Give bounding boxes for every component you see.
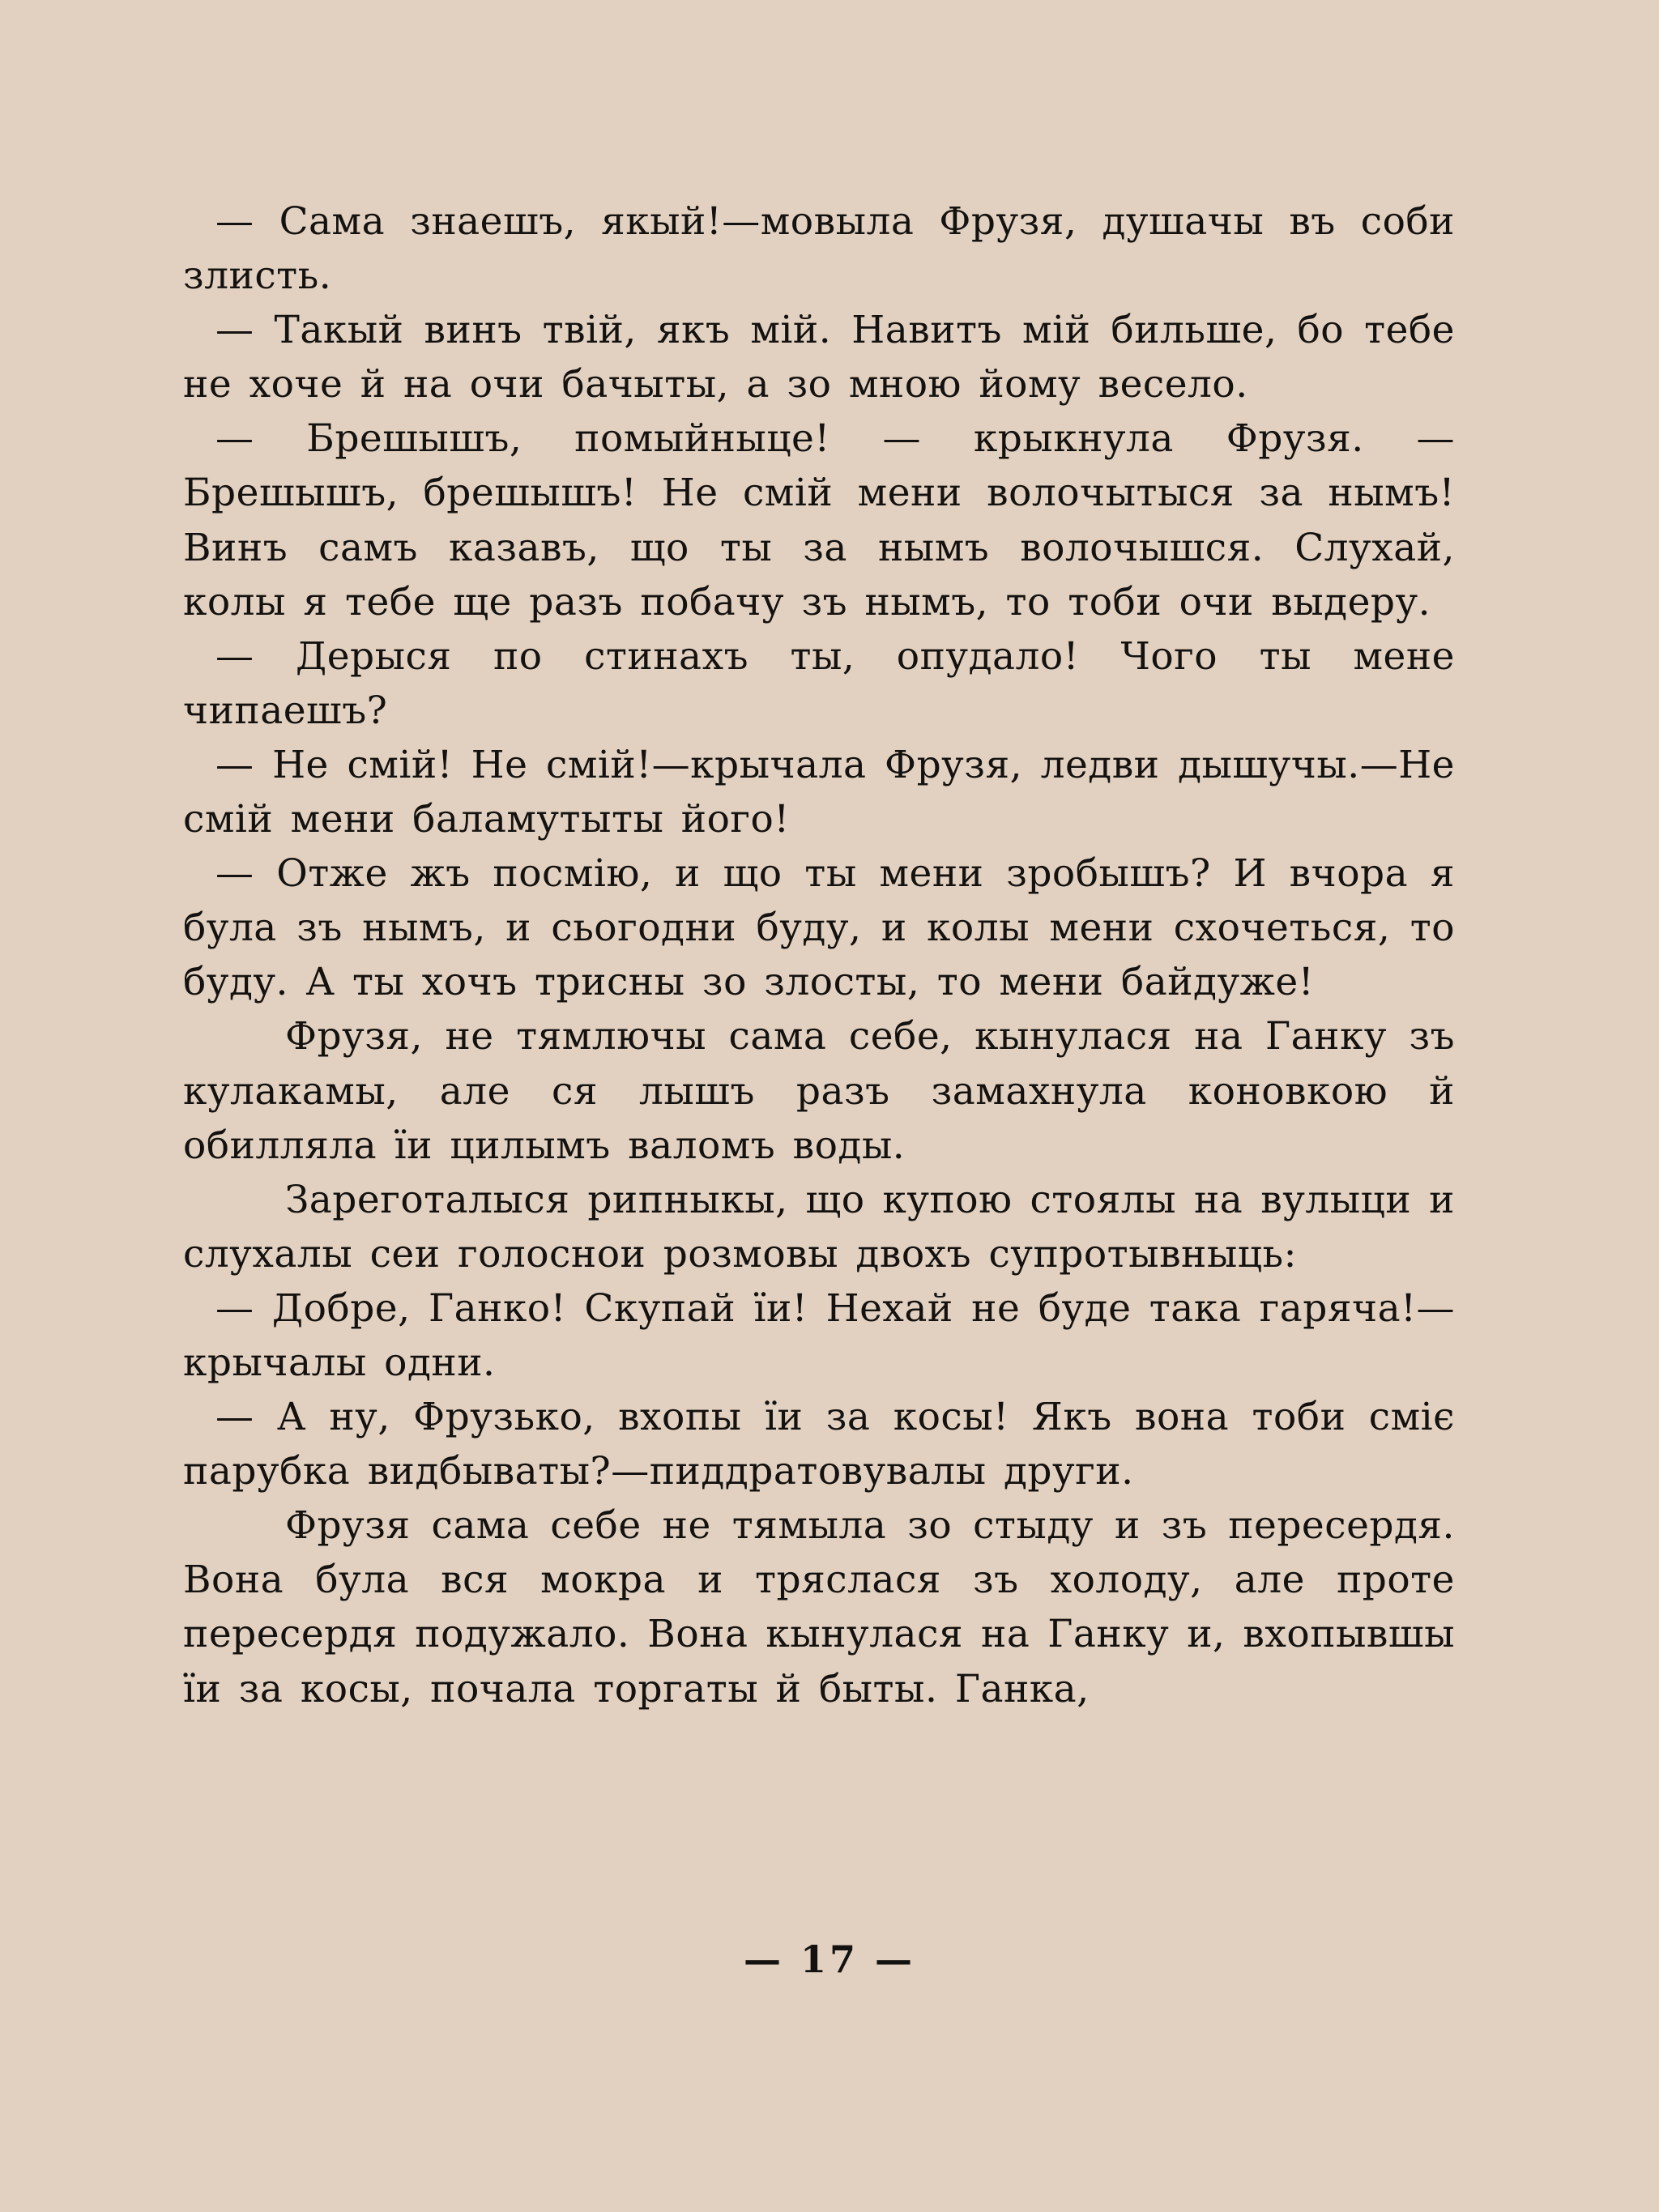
narrative-paragraph-3: Фрузя сама себе не тямыла зо стыду и зъ пересердя. Вона була вся мокра и тряслася зъ холоду, але проте пересердя подужало. Вона кынулася на Ганку и, вхопывшы ïи за косы, почала торгаты й быты. Ганка, [183, 1503, 1455, 1711]
dialogue-paragraph-7: — Добре, Ганко! Скупай ïи! Нехай не буде така гаряча!—крычалы одни. [183, 1285, 1455, 1385]
narrative-paragraph-2: Зареготалыся рипныкы, що купою стоялы на вулыци и слухалы сеи голоснои розмовы двохъ супротывныць: [183, 1177, 1455, 1276]
dialogue-paragraph-1: — Сама знаешъ, якый!—мовыла Фрузя, душачы въ соби злисть. [183, 199, 1455, 299]
dialogue-paragraph-6: — Отже жъ посмію, и що ты мени зробышъ? И вчора я була зъ нымъ, и сьогодни буду, и колы мени схочеться, то буду. А ты хочъ трисны зо злосты, то мени байдуже! [183, 851, 1455, 1005]
dialogue-paragraph-4: — Дерыся по стинахъ ты, опудало! Чого ты мене чипаешъ? [183, 633, 1455, 733]
body-text [183, 194, 1455, 1716]
dialogue-paragraph-3: — Брешышъ, помыйныце! — крыкнула Фрузя. — Брешышъ, брешышъ! Не смій мени волочытыся за нымъ! Винъ самъ казавъ, що ты за нымъ волочышся. Слухай, колы я тебе ще разъ побачу зъ нымъ, то тоби очи выдеру. [183, 416, 1455, 624]
page-number: — 17 — [743, 1937, 916, 1981]
narrative-paragraph-1: Фрузя, не тямлючы сама себе, кынулася на Ганку зъ кулакамы, але ся лышъ разъ замахнула коновкою й обилляла ïи цилымъ валомъ воды. [183, 1014, 1455, 1168]
dialogue-paragraph-5: — Не смій! Не смій!—крычала Фрузя, ледви дышучы.—Не смій мени баламутыты його! [183, 742, 1455, 842]
dialogue-paragraph-8: — А ну, Фрузько, вхопы ïи за косы! Якъ вона тоби сміє парубка видбываты?—пиддратовувалы други. [183, 1395, 1455, 1494]
dialogue-paragraph-2: — Такый винъ твій, якъ мій. Навитъ мій бильше, бо тебе не хоче й на очи бачыты, а зо мною йому весело. [183, 308, 1455, 407]
